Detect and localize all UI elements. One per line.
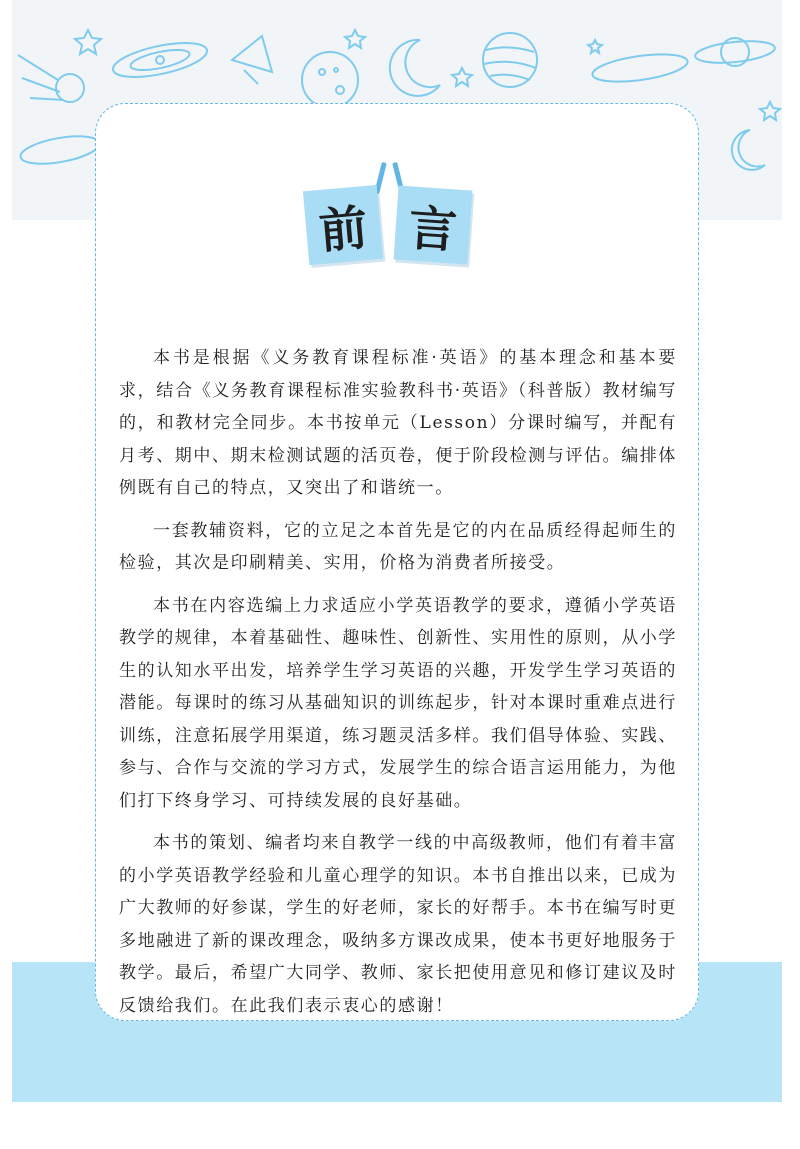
rocket-icon [232,36,272,84]
title-card [394,186,473,265]
paragraph: 本书在内容选编上力求适应小学英语教学的要求，遵循小学英语教学的规律，本着基础性、趣味性、创新性、实用性的原则，从小学生的认知水平出发，培养学生学习英语的兴趣，开发学生学习英语的潜能。每课时的练习从基础知识的训练起步，针对本课时重难点进行训练，注意拓展学用渠道，练习题灵活多样。我们倡导体验、实践、参与、合作与交流的学习方式，发展学生的综合语言运用能力，为他们打下终身学习、可持续发展的良好基础。 [119,595,677,811]
paragraph: 本书的策划、编者均来自教学一线的中高级教师，他们有着丰富的小学英语教学经验和儿童心理学的知识。本书自推出以来，已成为广大教师的好参谋，学生的好老师，家长的好帮手。本书在编写时更多地融进了新的课改理念，吸纳多方课改成果，使本书更好地服务于教学。最后，希望广大同学、教师、家长把使用意见和修订建议及时反馈给我们。在此我们表示衷心的感谢！ [119,833,677,1016]
preface-body [96,342,700,1032]
comet-icon [18,55,84,102]
title-char: 前 [317,199,370,260]
ringed-planet-icon [591,38,776,87]
jupiter-icon [483,33,537,87]
page-title [300,170,480,280]
title-card [303,185,383,265]
paragraph: 一套教辅资料，它的立足之本首先是它的内在品质经得起师生的检验，其次是印刷精美、实用，价格为消费者所接受。 [119,520,677,573]
moon-planet-icon [302,52,358,108]
paragraph: 本书是根据《义务教育课程标准·英语》的基本理念和基本要求，结合《义务教育课程标准实验教科书·英语》（科普版）教材编写的，和教材完全同步。本书按单元（Lesson）分课时编写，并配有月考、期中、期末检测试题的活页卷，便于阶段检测与评估。编排体例既有自己的特点，又突出了和谐统一。 [119,348,677,498]
title-char: 言 [406,199,459,260]
